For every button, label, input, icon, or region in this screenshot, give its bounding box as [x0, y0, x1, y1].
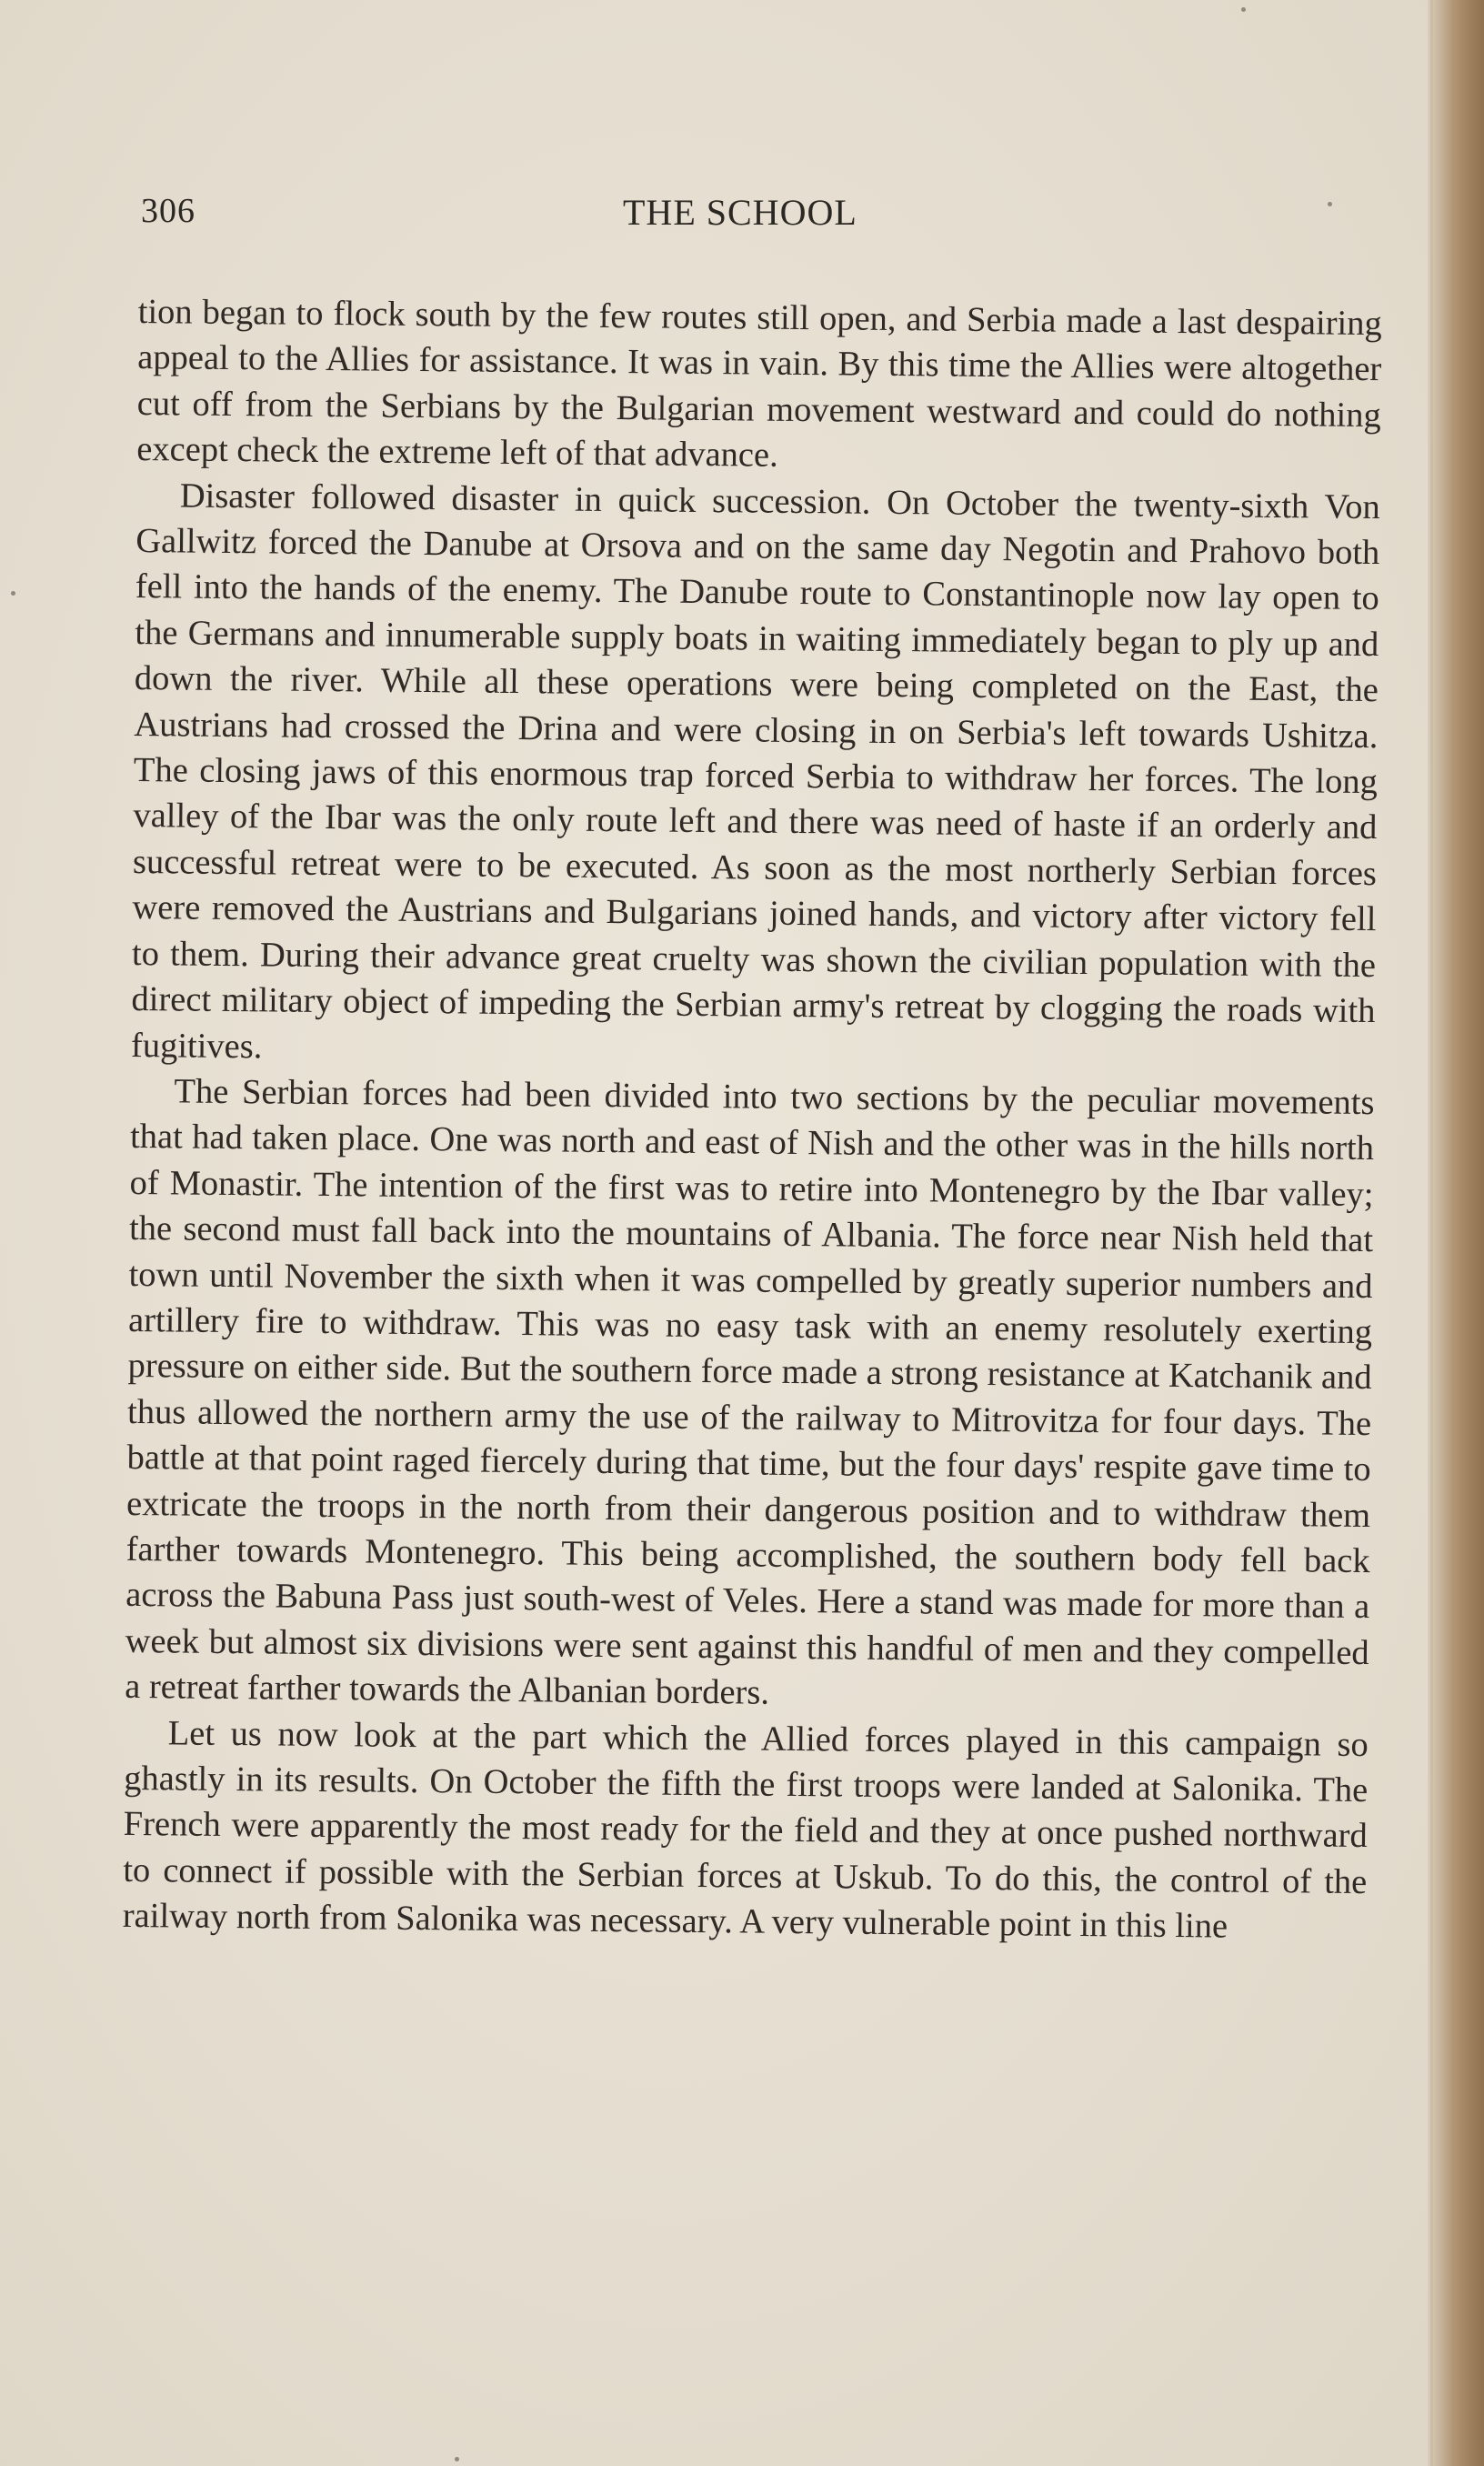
page-header [141, 191, 1378, 246]
page-number: 306 [141, 192, 196, 230]
paper-speck [455, 2457, 459, 2461]
page-edge-line [1430, 0, 1433, 2466]
paper-speck [11, 591, 15, 596]
paragraph: Disaster followed disaster in quick succession. On October the twenty-sixth Von Gallwitz forced the Danube at Orsova and on the same day Negotin and Prahovo both fell into the hands of the enemy. The Danube route to Constantinople now lay open to the Germans and innumerable supply boats in waiting immediately began to ply up and down the river. While all these operations were being completed on the East, the Austrians had crossed the Drina and were closing in on Serbia's left towards Ushitza. The closing jaws of this enormous trap forced Serbia to withdraw her forces. The long valley of the Ibar was the only route left and there was need of haste if an orderly and successful retreat were to be executed. As soon as the most northerly Serbian forces were removed the Austrians and Bulgarians joined hands, and victory after victory fell to them. During their advance great cruelty was shown the civilian population with the direct military object of impeding the Serbian army's retreat by clogging the roads with fugitives. [130, 476, 1380, 1066]
page-edge-shadow [1428, 0, 1484, 2466]
paragraph: tion began to flock south by the few routes still open, and Serbia made a last despairing appeal to the Allies for assistance. It was in vain. By this time the Allies were altogether cut off from the Serbians by the Bulgarian movement westward and could do nothing except check the extreme left of that advance. [136, 292, 1382, 475]
running-head: THE SCHOOL [623, 192, 857, 233]
paragraph: The Serbian forces had been divided into two sections by the peculiar movements that had taken place. One was north and east of Nish and the other was in the hills north of Monastir. The intention of the first was to retire into Montenegro by the Ibar valley; the second must fall back into the mountains of Albania. The force near Nish held that town until November the sixth when it was compelled by greatly superior numbers and artillery fire to withdraw. This was no easy task with an enemy resolutely exerting pressure on either side. But the southern force made a strong resistance at Katchanik and thus allowed the northern army the use of the railway to Mitrovitza for four days. The battle at that point raged fiercely during that time, but the four days' respite gave time to extricate the troops in the north from their dangerous position and to withdraw them farther towards Montenegro. This being accomplished, the southern body fell back across the Babuna Pass just south-west of Veles. Here a stand was made for more than a week but almost six divisions were sent against this handful of men and they compelled a retreat farther towards the Albanian borders. [125, 1072, 1375, 1712]
body-text [123, 289, 1382, 1951]
paragraph: Let us now look at the part which the Allied forces played in this campaign so ghastly in its results. On October the fifth the first troops were landed at Salonika. The French were apparently the most ready for the field and they at once pushed northward to connect if possible with the Serbian forces at Uskub. To do this, the control of the railway north from Salonika was necessary. A very vulnerable point in this line [122, 1713, 1369, 1946]
paper-speck [1241, 7, 1246, 12]
